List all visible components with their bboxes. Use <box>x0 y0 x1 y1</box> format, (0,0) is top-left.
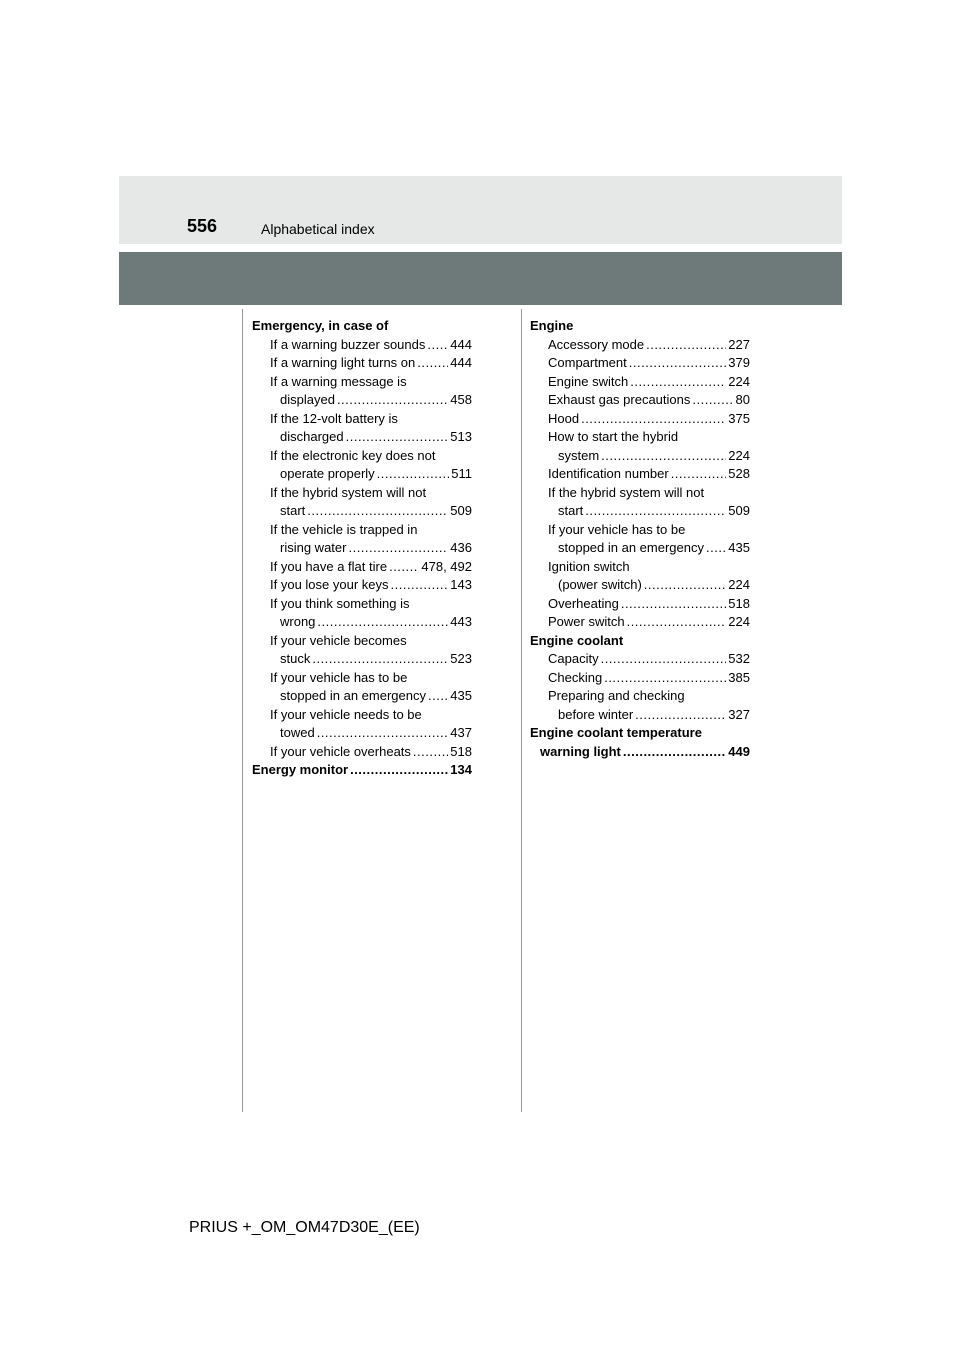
index-entry-page: 478, 492 <box>421 558 472 574</box>
dot-leader <box>629 354 727 373</box>
dot-leader <box>377 465 450 484</box>
index-entry-text: Compartment <box>548 355 627 370</box>
dot-leader <box>621 595 726 614</box>
dot-leader <box>427 336 448 355</box>
index-entry-text: start <box>280 503 306 518</box>
index-entry-text: displayed <box>280 392 335 407</box>
index-entry-text: stopped in an emergency <box>280 688 426 703</box>
index-entry-text: If your vehicle needs to be <box>270 706 422 722</box>
dot-leader <box>337 391 448 410</box>
index-entry-text: If the vehicle is trapped in <box>270 521 418 537</box>
index-entry <box>530 539 750 558</box>
index-entry-page: 443 <box>450 614 472 629</box>
index-entry-text: Exhaust gas precautions <box>548 392 691 407</box>
dot-leader <box>630 373 726 392</box>
index-entry-text: Capacity <box>548 651 599 666</box>
index-entry-text: wrong <box>280 614 316 629</box>
index-entry <box>252 521 472 540</box>
dot-leader <box>585 502 726 521</box>
dot-leader <box>644 576 727 595</box>
index-entry-text: towed <box>280 725 315 740</box>
index-entry-text: If your vehicle becomes <box>270 632 407 648</box>
index-entry-text: If the 12-volt battery is <box>270 410 398 426</box>
document-code: PRIUS +_OM_OM47D30E_(EE) <box>189 1219 420 1236</box>
index-entry <box>530 576 750 595</box>
index-entry-page: 385 <box>728 669 750 685</box>
index-entry-text: Ignition switch <box>548 558 630 574</box>
index-entry <box>530 706 750 725</box>
index-entry <box>252 484 472 503</box>
index-column-right <box>530 317 750 761</box>
index-entry <box>252 428 472 447</box>
index-entry-page: 224 <box>728 447 750 463</box>
index-entry-text: warning light <box>540 743 621 759</box>
index-entry <box>252 724 472 743</box>
dot-leader <box>317 724 449 743</box>
index-entry <box>530 669 750 688</box>
index-entry-page: 509 <box>450 503 472 518</box>
index-entry <box>530 650 750 669</box>
index-entry <box>252 650 472 669</box>
index-entry <box>530 373 750 392</box>
index-entry-text: Power switch <box>548 614 625 629</box>
index-entry <box>530 354 750 373</box>
dot-leader <box>601 650 727 669</box>
index-entry-page: 518 <box>728 595 750 611</box>
index-entry-text: If a warning buzzer sounds <box>270 336 426 352</box>
section-title: Alphabetical index <box>261 221 375 237</box>
index-entry-page: 528 <box>728 466 750 481</box>
dot-leader <box>417 354 448 373</box>
index-entry-text: operate properly <box>280 466 375 481</box>
index-entry <box>530 428 750 447</box>
index-entry <box>530 687 750 706</box>
index-entry-text: If your vehicle has to be <box>548 521 686 537</box>
index-entry-text: Checking <box>548 669 603 685</box>
dot-leader <box>389 558 419 577</box>
dot-leader <box>646 336 726 355</box>
dot-leader <box>348 539 448 558</box>
index-entry-page: 375 <box>728 410 750 426</box>
dot-leader <box>627 613 727 632</box>
index-entry-page: 444 <box>450 336 472 352</box>
index-entry-text: Overheating <box>548 595 619 611</box>
page-number: 556 <box>187 216 218 236</box>
index-entry-text: If the hybrid system will not <box>270 484 427 500</box>
index-entry-page: 437 <box>450 725 472 740</box>
dot-leader <box>307 502 448 521</box>
index-entry <box>252 539 472 558</box>
dot-leader <box>428 687 448 706</box>
index-entry <box>530 595 750 614</box>
index-entry <box>530 484 750 503</box>
dot-leader <box>706 539 726 558</box>
index-entry <box>530 521 750 540</box>
index-entry-page: 134 <box>450 762 472 777</box>
index-entry-text: If you lose your keys <box>270 577 389 592</box>
index-entry-page: 518 <box>450 743 472 759</box>
dot-leader <box>346 428 449 447</box>
index-entry <box>530 724 750 743</box>
index-entry-page: 435 <box>450 688 472 703</box>
index-entry <box>530 613 750 632</box>
index-entry-text: If a warning message is <box>270 373 407 389</box>
index-entry-page: 435 <box>728 540 750 555</box>
index-entry-page: 444 <box>450 355 472 370</box>
dot-leader <box>604 669 726 688</box>
index-entry <box>252 410 472 429</box>
index-entry-text: If you think something is <box>270 595 410 611</box>
index-entry-page: 143 <box>450 577 472 592</box>
index-entry-text: Engine coolant <box>530 632 624 648</box>
index-entry <box>530 391 750 410</box>
dot-leader <box>317 613 448 632</box>
index-entry-page: 227 <box>728 336 750 352</box>
index-entry-text: If the electronic key does not <box>270 447 436 463</box>
index-entry-text: Energy monitor <box>252 762 349 777</box>
index-entry <box>252 595 472 614</box>
index-entry-page: 379 <box>728 355 750 370</box>
index-entry <box>252 502 472 521</box>
index-entry <box>252 706 472 725</box>
index-entry <box>252 576 472 595</box>
index-entry-page: 449 <box>728 743 750 759</box>
index-entry-text: If your vehicle has to be <box>270 669 408 685</box>
header-dark-band <box>119 252 842 305</box>
dot-leader <box>601 447 726 466</box>
index-entry <box>252 687 472 706</box>
index-entry-text: If you have a flat tire <box>270 558 388 574</box>
dot-leader <box>692 391 733 410</box>
left-column-rule <box>242 309 243 1112</box>
index-entry <box>252 632 472 651</box>
index-entry <box>530 502 750 521</box>
index-entry-page: 511 <box>451 466 472 481</box>
index-entry-text: Engine <box>530 318 574 333</box>
index-entry <box>252 447 472 466</box>
index-entry-page: 224 <box>728 577 750 592</box>
index-entry-text: If your vehicle overheats <box>270 743 411 759</box>
dot-leader <box>413 743 448 762</box>
index-entry-page: 436 <box>450 540 472 555</box>
index-entry-page: 513 <box>450 429 472 444</box>
index-entry-text: Emergency, in case of <box>252 318 389 333</box>
index-entry <box>530 410 750 429</box>
index-entry <box>252 558 472 577</box>
index-entry-page: 509 <box>728 503 750 518</box>
dot-leader <box>350 761 448 780</box>
index-entry-text: system <box>558 447 600 463</box>
index-entry <box>530 632 750 651</box>
index-entry <box>530 447 750 466</box>
index-entry-text: Identification number <box>548 466 669 481</box>
index-entry-text: Preparing and checking <box>548 688 685 703</box>
index-entry <box>252 317 472 336</box>
right-column-rule <box>521 309 522 1112</box>
index-entry-text: Engine switch <box>548 373 629 389</box>
index-entry <box>530 743 750 762</box>
index-entry-text: stuck <box>280 651 311 666</box>
index-entry-text: How to start the hybrid <box>548 429 679 444</box>
index-entry-text: Engine coolant temperature <box>530 725 702 740</box>
index-entry <box>252 465 472 484</box>
index-entry <box>252 336 472 355</box>
index-entry-text: before winter <box>558 706 634 722</box>
dot-leader <box>671 465 727 484</box>
dot-leader <box>623 743 726 762</box>
index-entry <box>530 336 750 355</box>
index-entry-text: Hood <box>548 410 580 426</box>
index-entry-text: discharged <box>280 429 344 444</box>
index-entry-page: 458 <box>450 392 472 407</box>
dot-leader <box>391 576 449 595</box>
dot-leader <box>312 650 448 669</box>
index-entry-page: 80 <box>735 392 750 407</box>
index-entry <box>252 613 472 632</box>
index-entry-page: 224 <box>728 373 750 389</box>
index-entry-text: (power switch) <box>558 577 642 592</box>
index-entry-page: 224 <box>728 614 750 629</box>
index-entry-text: start <box>558 503 584 518</box>
index-entry <box>252 743 472 762</box>
header-band <box>119 176 842 244</box>
dot-leader <box>635 706 726 725</box>
dot-leader <box>581 410 726 429</box>
index-entry-text: stopped in an emergency <box>558 540 704 555</box>
index-entry <box>530 317 750 336</box>
index-entry <box>530 465 750 484</box>
index-entry-page: 523 <box>450 651 472 666</box>
index-entry-text: If the hybrid system will not <box>548 484 705 500</box>
index-entry-page: 532 <box>728 651 750 666</box>
index-column-left <box>252 317 472 780</box>
index-entry <box>252 761 472 780</box>
index-entry <box>252 354 472 373</box>
index-entry <box>252 391 472 410</box>
index-entry-text: rising water <box>280 540 347 555</box>
index-entry <box>252 373 472 392</box>
index-entry-page: 327 <box>728 706 750 722</box>
index-entry-text: If a warning light turns on <box>270 355 416 370</box>
index-entry <box>252 669 472 688</box>
index-entry <box>530 558 750 577</box>
index-entry-text: Accessory mode <box>548 336 645 352</box>
